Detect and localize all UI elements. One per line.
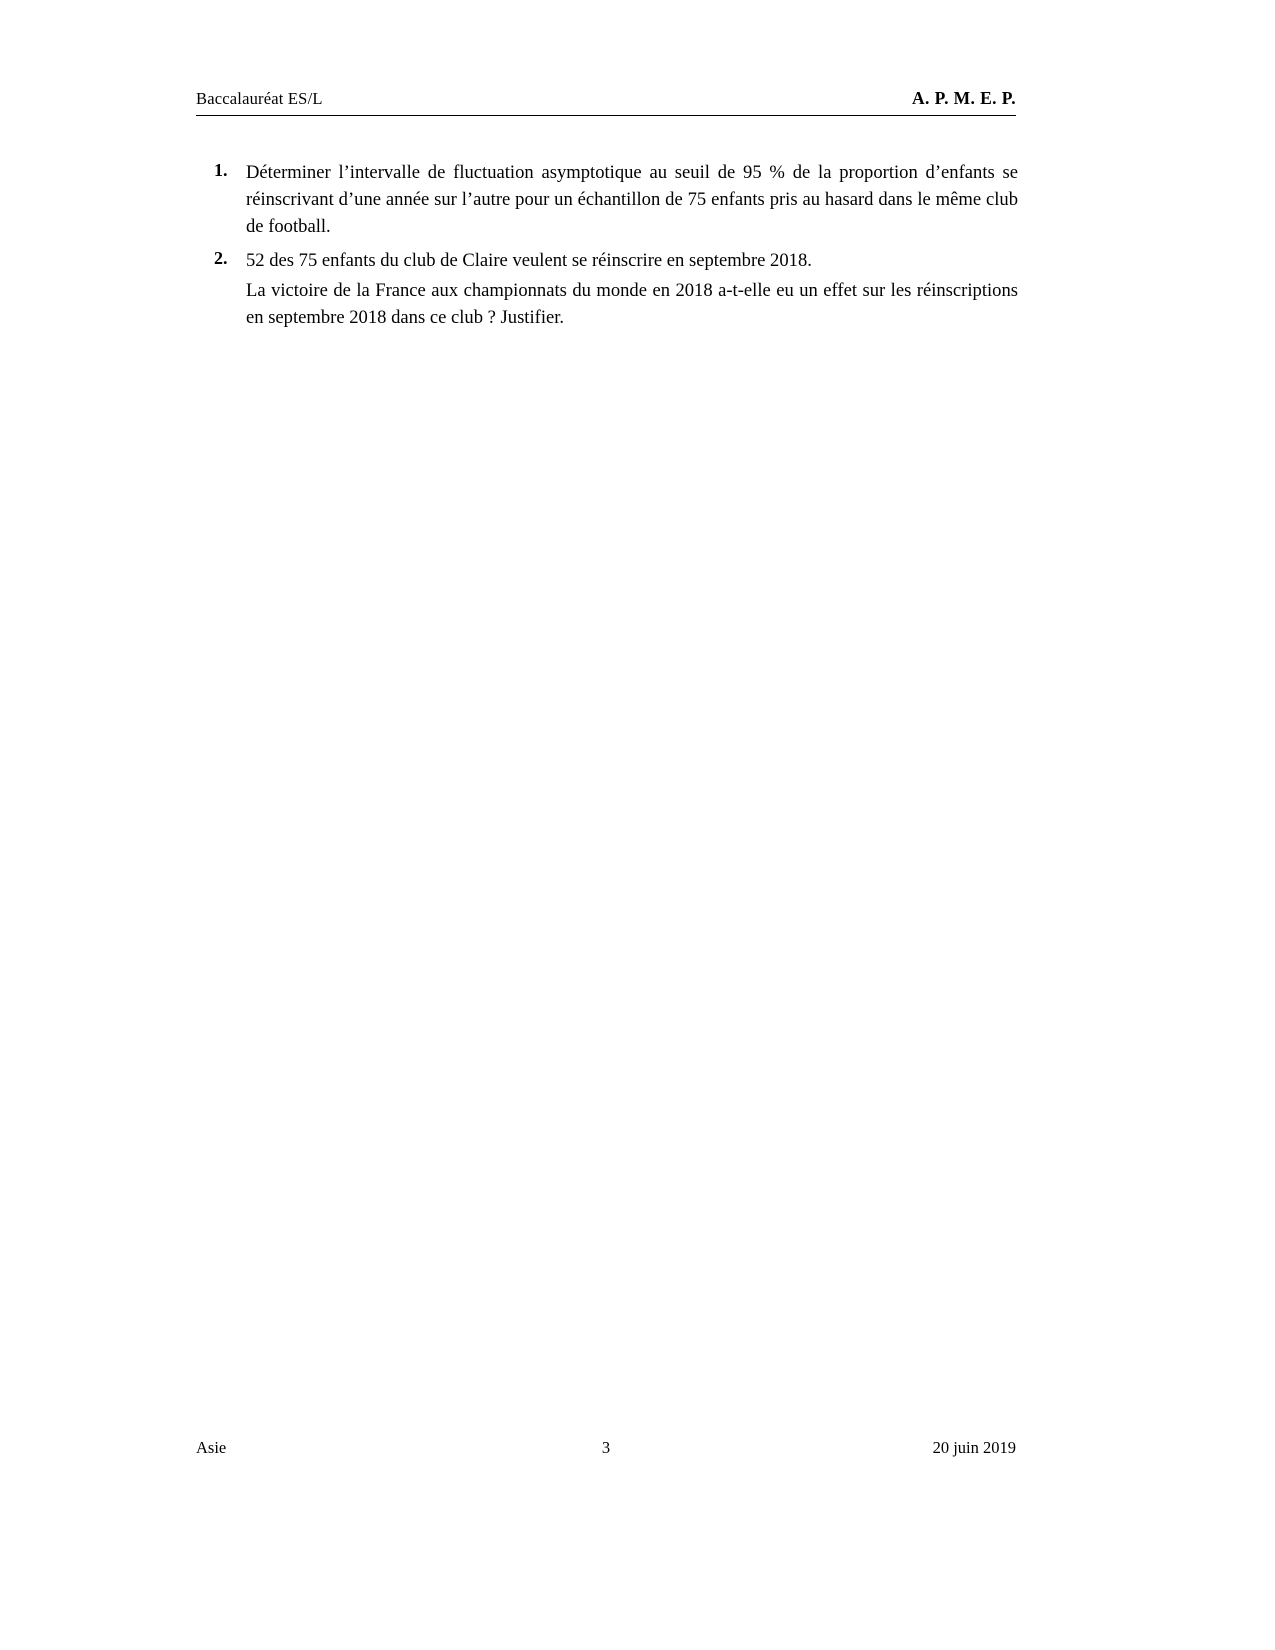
question-paragraph: La victoire de la France aux championnats du monde en 2018 a-t-elle eu un effet sur les réinscriptions en septembre 2018 dans ce club ? Justifier. (246, 280, 1018, 328)
list-item (196, 248, 1018, 331)
footer-location-label: Asie (196, 1438, 227, 1457)
list-item (196, 160, 1018, 240)
footer-date-label: 20 juin 2019 (932, 1438, 1016, 1457)
page-number: 3 (601, 1438, 611, 1457)
header-exam-label: Baccalauréat ES/L (196, 89, 323, 108)
header-organization-label: A. P. M. E. P. (912, 88, 1016, 108)
page-footer (196, 1438, 1016, 1458)
question-number: 1. (214, 160, 228, 180)
page-header (196, 88, 1016, 116)
main-content (196, 160, 1018, 340)
question-paragraph: 52 des 75 enfants du club de Claire veulent se réinscrire en septembre 2018. (246, 250, 812, 272)
question-paragraph: Déterminer l’intervalle de fluctuation asymptotique au seuil de 95 % de la proportion d’enfants se réinscrivant d’une année sur l’autre pour un échantillon de 75 enfants pris au hasard dans le même club de football. (246, 162, 1018, 237)
question-number: 2. (214, 248, 228, 269)
question-list (196, 160, 1018, 332)
